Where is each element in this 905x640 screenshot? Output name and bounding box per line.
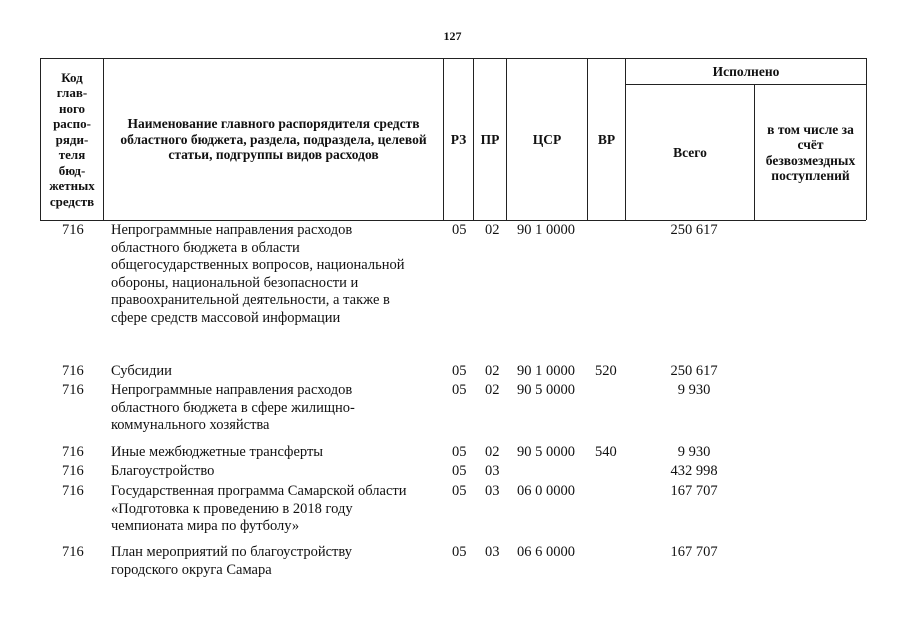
row-pr: 03: [485, 544, 500, 560]
row-csr: 90 5 0000: [517, 382, 575, 398]
row-name: Непрограммные направления расходов областного бюджета в сфере жилищно- коммунального хозяйства: [111, 382, 355, 433]
row-total: 9 930: [677, 444, 711, 460]
header-csr: ЦСР: [532, 131, 562, 147]
header-name: Наименование главного распорядителя средств областного бюджета, раздела, подраздела, целевой статьи, подгруппы видов расходов: [120, 116, 427, 163]
page-number: 127: [443, 29, 462, 43]
row-vr: 520: [595, 363, 617, 379]
row-code: 716: [62, 382, 84, 398]
row-total: 167 707: [670, 483, 718, 499]
row-total: 432 998: [670, 463, 718, 479]
header-pr: ПР: [480, 131, 500, 147]
col-line: [866, 58, 867, 220]
row-code: 716: [62, 444, 84, 460]
row-rz: 05: [452, 544, 467, 560]
row-total: 167 707: [670, 544, 718, 560]
row-csr: 06 0 0000: [517, 483, 575, 499]
row-name: Непрограммные направления расходов областного бюджета в области общегосударственных вопросов, национальной обороны, национальной безопасности и правоохранительной деятельности, а также в сфере средств массовой информации: [111, 222, 405, 326]
row-pr: 03: [485, 463, 500, 479]
row-rz: 05: [452, 463, 467, 479]
row-pr: 03: [485, 483, 500, 499]
row-total: 9 930: [677, 382, 711, 398]
row-csr: 90 1 0000: [517, 363, 575, 379]
row-pr: 02: [485, 382, 500, 398]
row-rz: 05: [452, 363, 467, 379]
header-vr: ВР: [597, 131, 616, 147]
row-name: Субсидии: [111, 363, 172, 379]
header-total: Всего: [673, 144, 707, 160]
row-name: Иные межбюджетные трансферты: [111, 444, 324, 460]
row-csr: 90 5 0000: [517, 444, 575, 460]
row-code: 716: [62, 222, 84, 238]
header-code: Код глав- ного распо- ряди- теля бюд- жетных средств: [49, 69, 95, 209]
row-rz: 05: [452, 444, 467, 460]
row-total: 250 617: [670, 363, 718, 379]
row-name: Государственная программа Самарской области «Подготовка к проведению в 2018 году чемпионата мира по футболу»: [111, 483, 407, 534]
row-code: 716: [62, 544, 84, 560]
row-rz: 05: [452, 382, 467, 398]
header-rz: РЗ: [450, 131, 467, 147]
row-rz: 05: [452, 483, 467, 499]
row-rz: 05: [452, 222, 467, 238]
row-pr: 02: [485, 222, 500, 238]
row-csr: 06 6 0000: [517, 544, 575, 560]
row-vr: 540: [595, 444, 617, 460]
header-executed: Исполнено: [712, 63, 780, 79]
header-bottom-border: [40, 220, 866, 221]
header-gratuitous: в том числе за счёт безвозмездных поступлений: [765, 121, 856, 183]
row-pr: 02: [485, 444, 500, 460]
row-code: 716: [62, 363, 84, 379]
row-pr: 02: [485, 363, 500, 379]
row-code: 716: [62, 483, 84, 499]
row-code: 716: [62, 463, 84, 479]
row-total: 250 617: [670, 222, 718, 238]
row-name: План мероприятий по благоустройству городского округа Самара: [111, 544, 352, 578]
row-name: Благоустройство: [111, 463, 215, 479]
row-csr: 90 1 0000: [517, 222, 575, 238]
